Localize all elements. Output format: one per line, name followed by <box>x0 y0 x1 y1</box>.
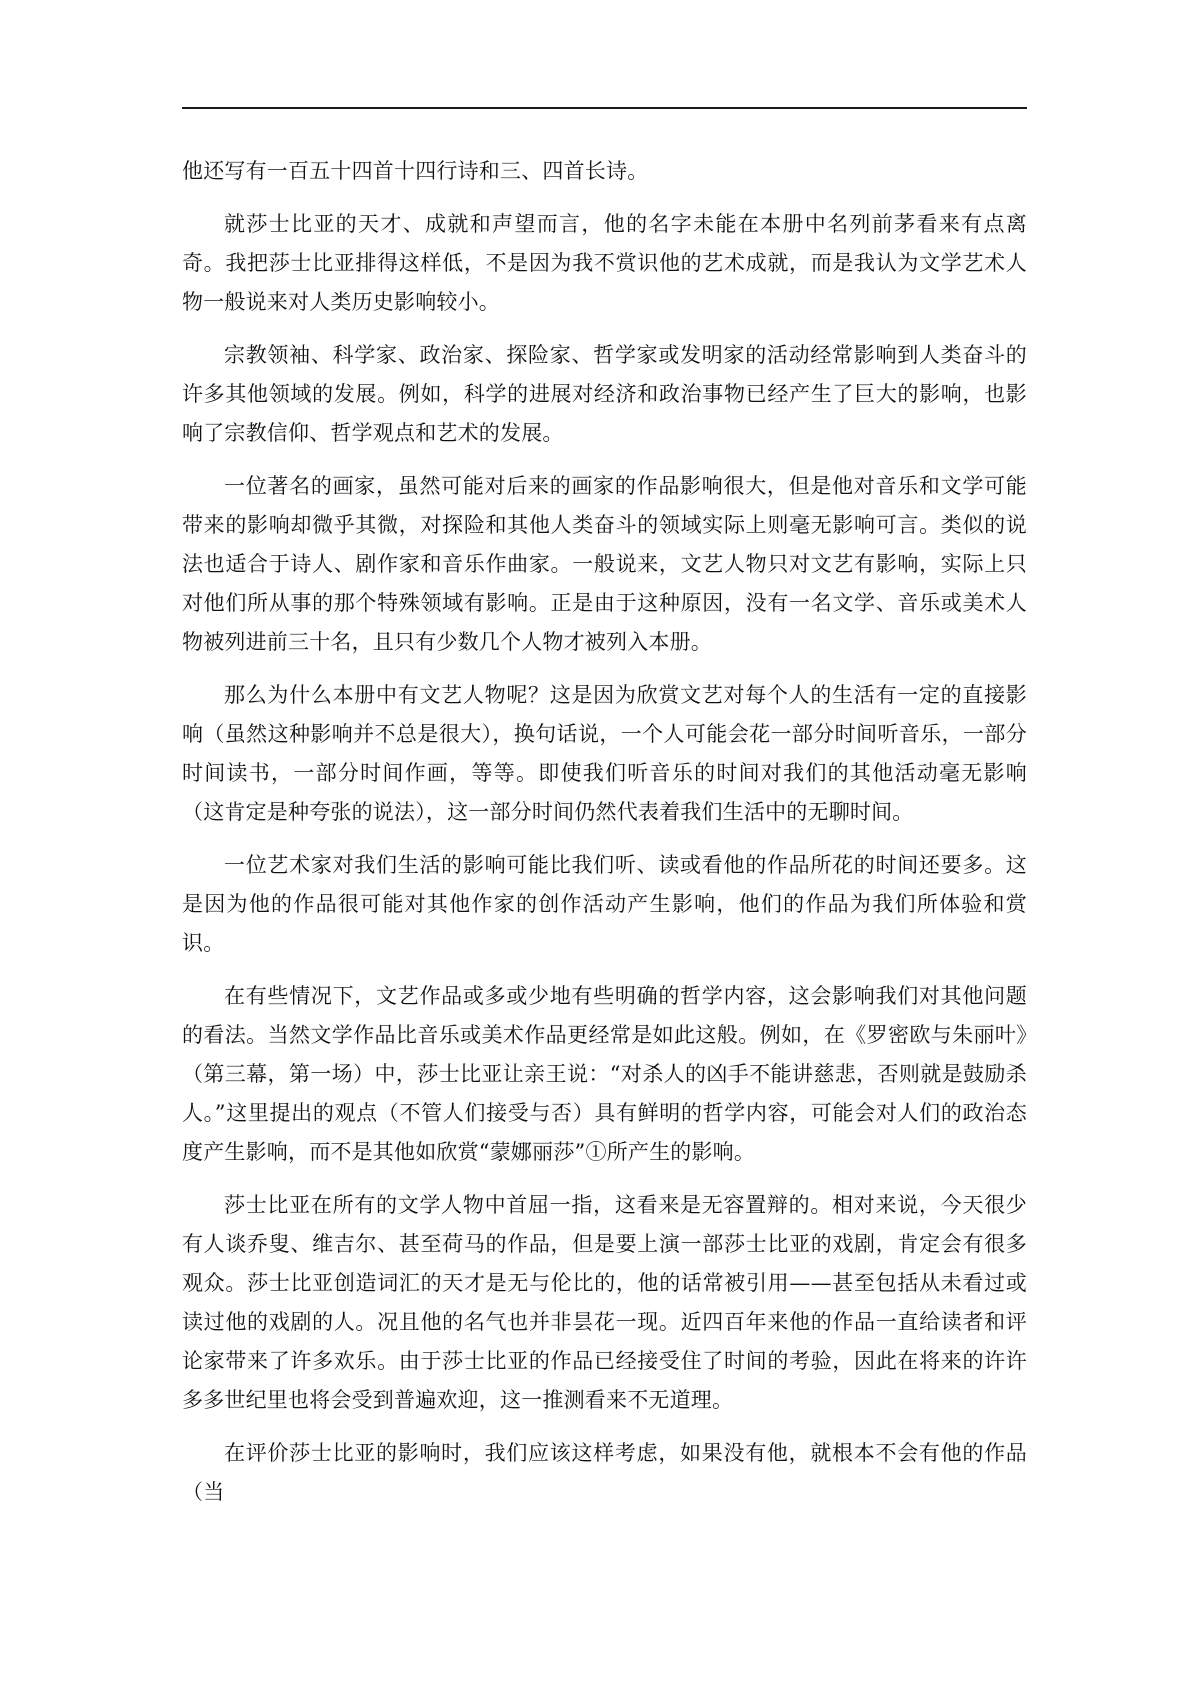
paragraph: 莎士比亚在所有的文学人物中首屈一指，这看来是无容置辩的。相对来说，今天很少有人谈乔叟、维吉尔、甚至荷马的作品，但是要上演一部莎士比亚的戏剧，肯定会有很多观众。莎士比亚创造词汇的天才是无与伦比的，他的话常被引用——甚至包括从未看过或读过他的戏剧的人。况且他的名气也并非昙花一现。近四百年来他的作品一直给读者和评论家带来了许多欢乐。由于莎士比亚的作品已经接受住了时间的考验，因此在将来的许许多多世纪里也将会受到普遍欢迎，这一推测看来不无道理。 <box>182 1193 1027 1412</box>
paragraph-truncated: 在评价莎士比亚的影响时，我们应该这样考虑，如果没有他，就根本不会有他的作品（当 <box>182 1441 1027 1504</box>
header-rule <box>182 107 1027 109</box>
paragraph: 宗教领袖、科学家、政治家、探险家、哲学家或发明家的活动经常影响到人类奋斗的许多其他领域的发展。例如，科学的进展对经济和政治事物已经产生了巨大的影响，也影响了宗教信仰、哲学观点和艺术的发展。 <box>182 343 1027 445</box>
paragraph: 那么为什么本册中有文艺人物呢？这是因为欣赏文艺对每个人的生活有一定的直接影响（虽然这种影响并不总是很大），换句话说，一个人可能会花一部分时间听音乐，一部分时间读书，一部分时间作画，等等。即使我们听音乐的时间对我们的其他活动毫无影响（这肯定是种夸张的说法），这一部分时间仍然代表着我们生活中的无聊时间。 <box>182 683 1027 824</box>
paragraph-continuation: 他还写有一百五十四首十四行诗和三、四首长诗。 <box>182 159 649 183</box>
paragraph: 在有些情况下，文艺作品或多或少地有些明确的哲学内容，这会影响我们对其他问题的看法。当然文学作品比音乐或美术作品更经常是如此这般。例如，在《罗密欧与朱丽叶》（第三幕，第一场）中，莎士比亚让亲王说：“对杀人的凶手不能讲慈悲，否则就是鼓励杀人。”这里提出的观点（不管人们接受与否）具有鲜明的哲学内容，可能会对人们的政治态度产生影响，而不是其他如欣赏“蒙娜丽莎”①所产生的影响。 <box>182 984 1027 1164</box>
paragraph: 一位著名的画家，虽然可能对后来的画家的作品影响很大，但是他对音乐和文学可能带来的影响却微乎其微，对探险和其他人类奋斗的领域实际上则毫无影响可言。类似的说法也适合于诗人、剧作家和音乐作曲家。一般说来，文艺人物只对文艺有影响，实际上只对他们所从事的那个特殊领域有影响。正是由于这种原因，没有一名文学、音乐或美术人物被列进前三十名，且只有少数几个人物才被列入本册。 <box>182 474 1027 654</box>
document-body <box>182 152 1027 1526</box>
paragraph: 就莎士比亚的天才、成就和声望而言，他的名字未能在本册中名列前茅看来有点离奇。我把莎士比亚排得这样低，不是因为我不赏识他的艺术成就，而是我认为文学艺术人物一般说来对人类历史影响较小。 <box>182 212 1027 314</box>
paragraph: 一位艺术家对我们生活的影响可能比我们听、读或看他的作品所花的时间还要多。这是因为他的作品很可能对其他作家的创作活动产生影响，他们的作品为我们所体验和赏识。 <box>182 853 1027 955</box>
